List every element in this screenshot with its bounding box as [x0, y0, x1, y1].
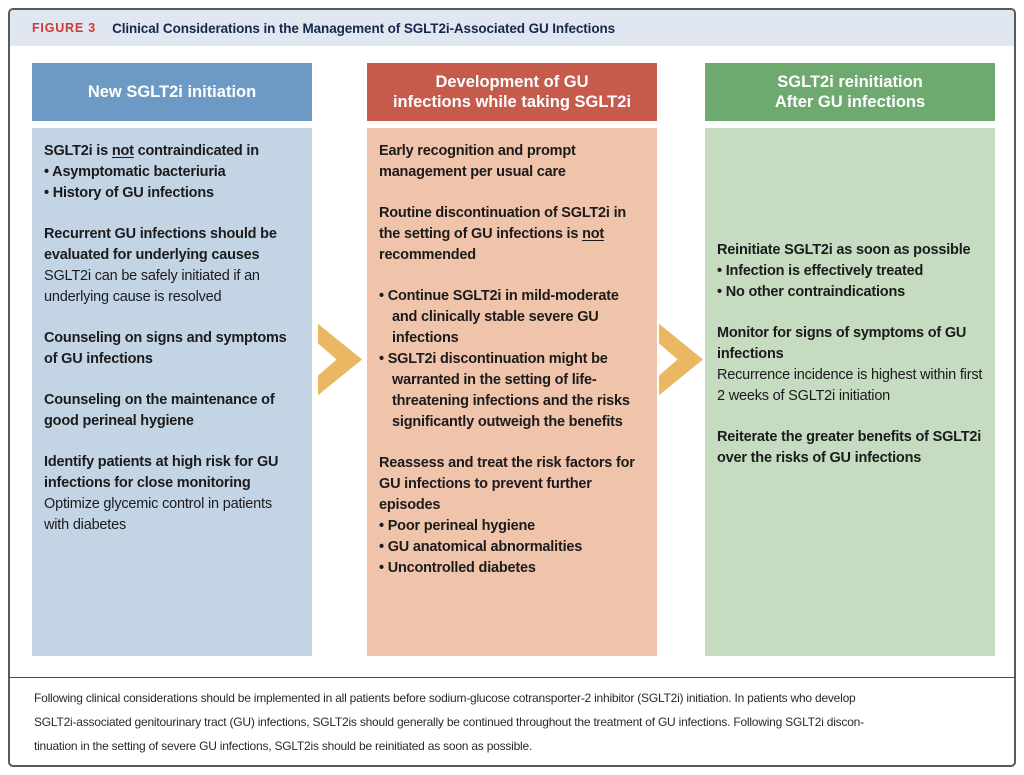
text-early-recognition: Early recognition and prompt management per usual care [379, 143, 576, 180]
underlined-word: not [111, 143, 134, 159]
text-segment: SGLT2i is [44, 143, 112, 159]
column-1-body [32, 128, 312, 656]
bullet-item: • GU anatomical abnormalities [379, 539, 583, 555]
underlined-word: not [582, 226, 605, 242]
figure-label: FIGURE 3 [32, 21, 97, 35]
text-recurrence-incidence: Recurrence incidence is highest within first 2 weeks of SGLT2i initiation [717, 367, 983, 404]
column-2-header-line: Development of GU [435, 73, 589, 91]
bullet-item: • Continue SGLT2i in mild-moderate and clinically stable severe GU infections [379, 288, 619, 346]
column-1-header-line: New SGLT2i initiation [87, 83, 257, 101]
column-3-header-line: After GU infections [774, 93, 926, 111]
bullet-item: • Poor perineal hygiene [379, 518, 535, 534]
bullet-item: • No other contraindications [717, 284, 905, 300]
column-new-sglt2i-initiation [32, 63, 312, 656]
text-reiterate-benefits: Reiterate the greater benefits of SGLT2i over the risks of GU infections [717, 429, 982, 466]
text-reassess-risk-factors: Reassess and treat the risk factors for GU infections to prevent further episodes [379, 455, 635, 513]
bullet-item: • Asymptomatic bacteriuria [44, 164, 226, 180]
bullet-item: • History of GU infections [44, 185, 214, 201]
figure-caption [34, 686, 996, 758]
caption-line: tinuation in the setting of severe GU infections, SGLT2is should be reinitiated as soon as possible. [34, 739, 533, 753]
column-2-header [367, 63, 657, 121]
text-segment: contraindicated in [133, 143, 259, 159]
text-identify-patients: Identify patients at high risk for GU infections for close monitoring [44, 454, 279, 491]
figure-title-bar [10, 10, 1014, 46]
text-segment: Routine discontinuation of SGLT2i in the setting of GU infections is [379, 205, 627, 242]
arrow-right-icon [659, 323, 703, 396]
column-gu-infections-while-taking [367, 63, 657, 656]
column-2-body [367, 128, 657, 656]
column-3-body [705, 128, 995, 656]
text-reinitiate-asap: Reinitiate SGLT2i as soon as possible [717, 242, 971, 258]
arrow-slot-1 [312, 63, 367, 656]
figure-3-panel [8, 8, 1016, 767]
figure-title: Clinical Considerations in the Management of SGLT2i-Associated GU Infections [112, 20, 616, 36]
column-2-header-line: infections while taking SGLT2i [392, 93, 632, 111]
arrow-right-icon [318, 323, 362, 396]
text-safely-initiated: SGLT2i can be safely initiated if an underlying cause is resolved [44, 268, 260, 305]
column-1-header [32, 63, 312, 121]
text-counseling-hygiene: Counseling on the maintenance of good perineal hygiene [44, 392, 275, 429]
bullet-item: • SGLT2i discontinuation might be warranted in the setting of life-threatening infections and the risks significantly outweigh the benefits [379, 351, 630, 430]
text-not-contraindicated [44, 141, 300, 162]
bullet-item: • Uncontrolled diabetes [379, 560, 536, 576]
caption-divider [10, 677, 1014, 678]
arrow-slot-2 [657, 63, 705, 656]
column-3-header [705, 63, 995, 121]
text-routine-discontinuation [379, 203, 645, 266]
bullet-item: • Infection is effectively treated [717, 263, 924, 279]
column-3-header-line: SGLT2i reinitiation [777, 73, 923, 91]
text-optimize-glycemic: Optimize glycemic control in patients with diabetes [44, 496, 272, 533]
flow-diagram [10, 46, 1014, 656]
caption-line: Following clinical considerations should be implemented in all patients before sodium-glucose cotransporter-2 inhibitor (SGLT2i) initiation. In patients who develop [34, 691, 856, 705]
caption-line: SGLT2i-associated genitourinary tract (GU) infections, SGLT2is should generally be continued throughout the treatment of GU infections. Following SGLT2i discon- [34, 715, 864, 729]
column-sglt2i-reinitiation [705, 63, 995, 656]
text-recurrent-infections: Recurrent GU infections should be evaluated for underlying causes [44, 226, 277, 263]
text-counseling-signs: Counseling on signs and symptoms of GU infections [44, 330, 287, 367]
text-segment: recommended [379, 247, 476, 263]
text-monitor-signs: Monitor for signs of symptoms of GU infections [717, 325, 967, 362]
